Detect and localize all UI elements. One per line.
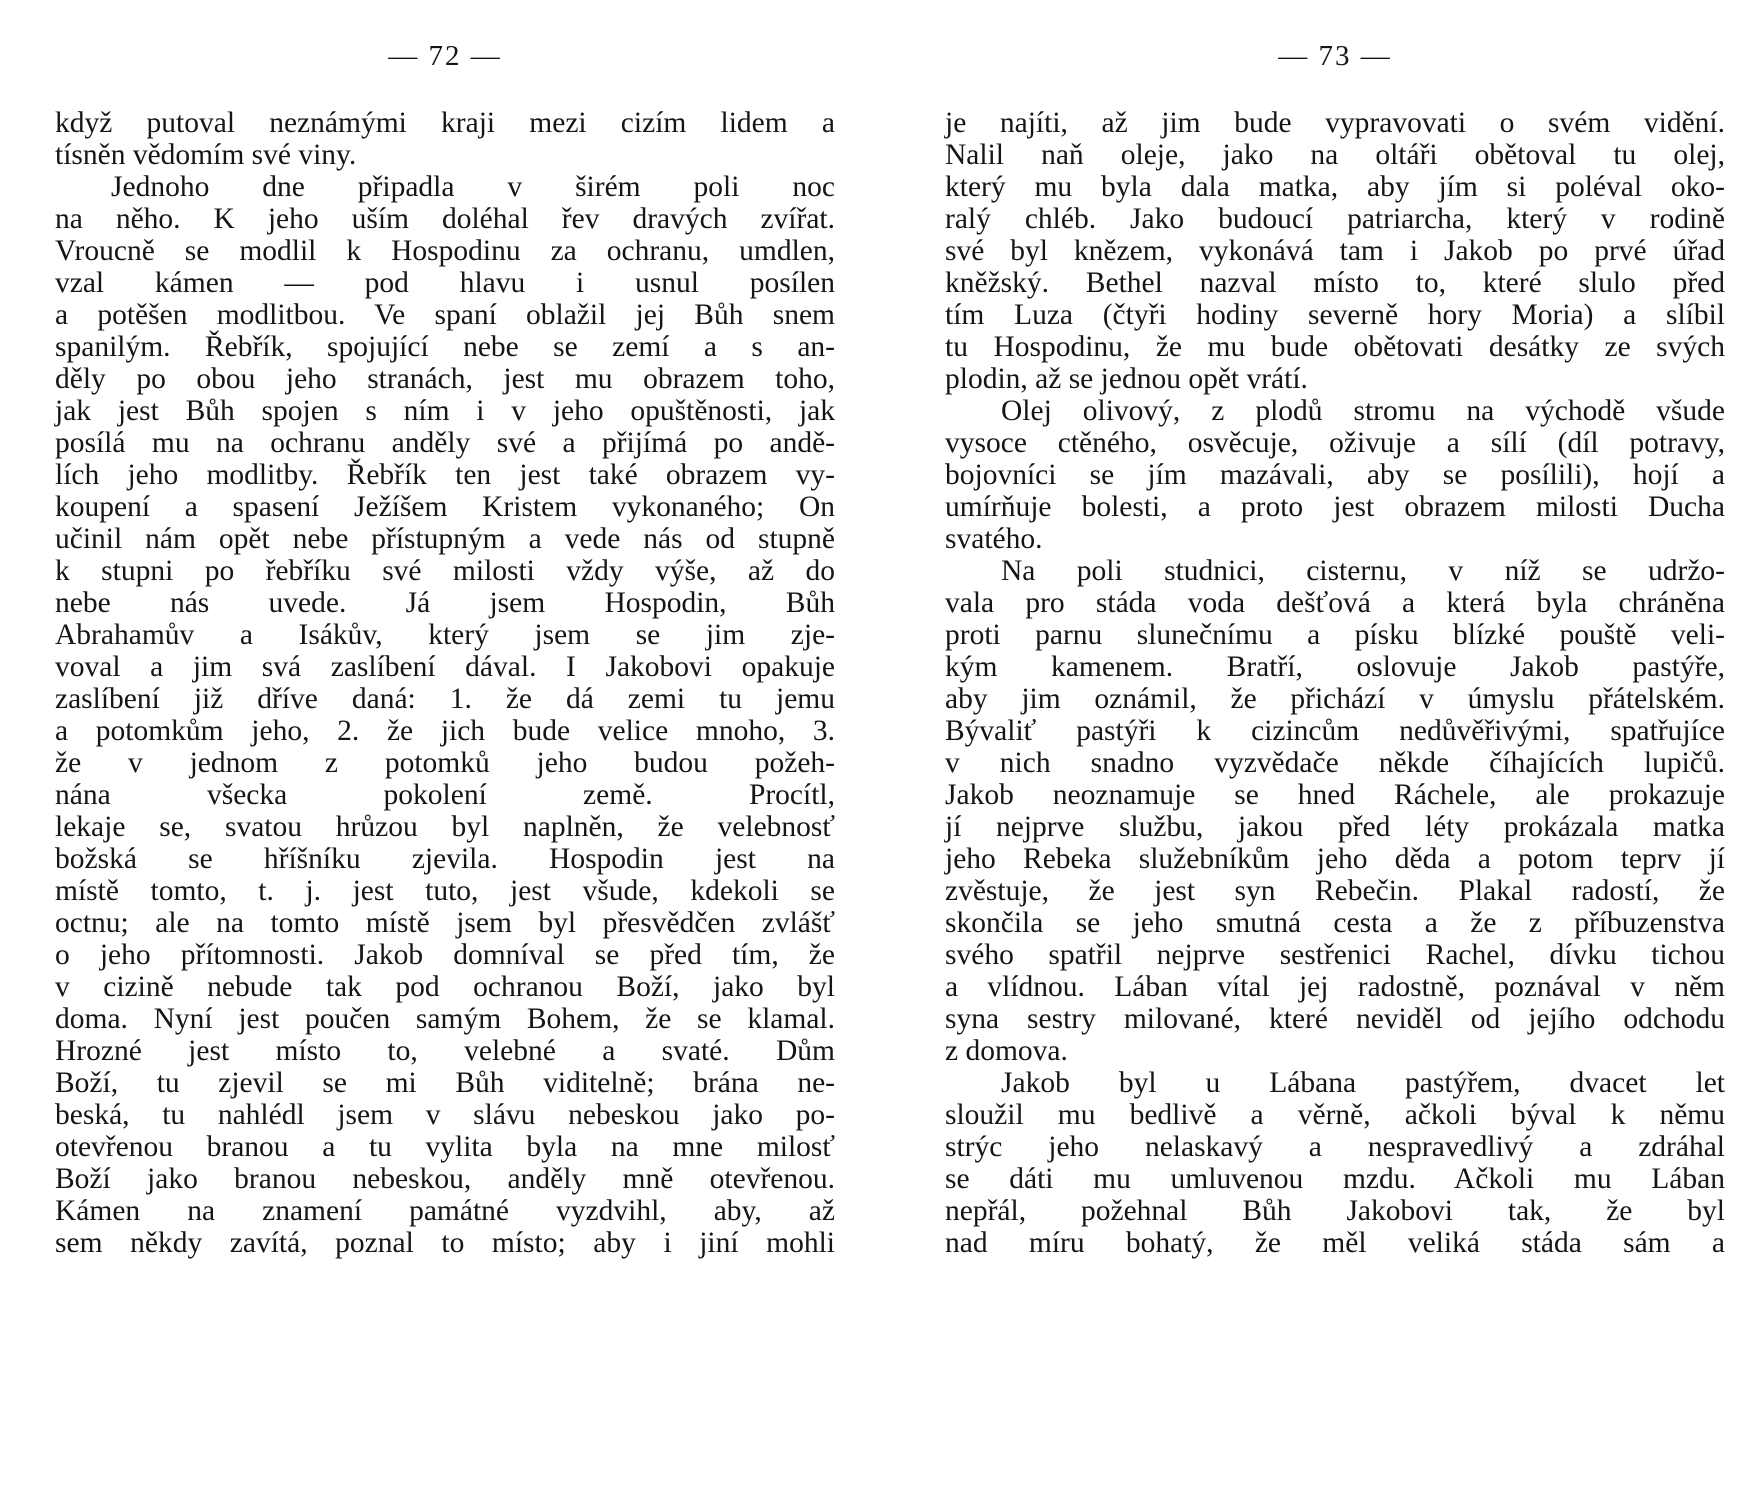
text-line: Hrozné jest místo to, velebné a svaté. Dům	[55, 1035, 835, 1067]
text-line: vzal kámen — pod hlavu i usnul posílen	[55, 267, 835, 299]
text-line: aby jim oznámil, že přichází v úmyslu přátelském.	[945, 683, 1725, 715]
text-line: proti parnu slunečnímu a písku blízké pouště veli-	[945, 619, 1725, 651]
text-line: strýc jeho nelaskavý a nespravedlivý a zdráhal	[945, 1131, 1725, 1163]
text-line: ralý chléb. Jako budoucí patriarcha, který v rodině	[945, 203, 1725, 235]
text-line: svého spatřil nejprve sestřenici Rachel, dívku tichou	[945, 939, 1725, 971]
text-line: Boží jako branou nebeskou, anděly mně otevřenou.	[55, 1163, 835, 1195]
left-page	[55, 0, 835, 1500]
left-page-number: — 72 —	[388, 40, 502, 72]
text-line: Abrahamův a Isákův, který jsem se jim zje-	[55, 619, 835, 651]
right-page-number: — 73 —	[1278, 40, 1392, 72]
text-line: jí nejprve službu, jakou před léty prokázala matka	[945, 811, 1725, 843]
text-line: zaslíbení již dříve daná: 1. že dá zemi tu jemu	[55, 683, 835, 715]
text-line: spanilým. Řebřík, spojující nebe se zemí a s an-	[55, 331, 835, 363]
text-line: Olej olivový, z plodů stromu na východě všude	[1001, 395, 1725, 427]
text-line: Jednoho dne připadla v širém poli noc	[111, 171, 835, 203]
text-line: voval a jim svá zaslíbení dával. I Jakobovi opakuje	[55, 651, 835, 683]
text-line: Jakob neoznamuje se hned Ráchele, ale prokazuje	[945, 779, 1725, 811]
text-line: tísněn vědomím své viny.	[55, 139, 357, 171]
text-line: v cizině nebude tak pod ochranou Boží, jako byl	[55, 971, 835, 1003]
text-line: zvěstuje, že jest syn Rebečin. Plakal radostí, že	[945, 875, 1725, 907]
text-line: plodin, až se jednou opět vrátí.	[945, 363, 1308, 395]
text-line: tu Hospodinu, že mu bude obětovati desátky ze svých	[945, 331, 1725, 363]
text-line: který mu byla dala matka, aby jím si poléval oko-	[945, 171, 1725, 203]
text-line: Bývaliť pastýři k cizincům nedůvěřivými, spatřujíce	[945, 715, 1725, 747]
text-line: a potěšen modlitbou. Ve spaní oblažil jej Bůh snem	[55, 299, 835, 331]
text-line: jak jest Bůh spojen s ním i v jeho opuštěnosti, jak	[55, 395, 835, 427]
text-line: kněžský. Bethel nazval místo to, které slulo před	[945, 267, 1725, 299]
text-line: nebe nás uvede. Já jsem Hospodin, Bůh	[55, 587, 835, 619]
text-line: své byl knězem, vykonává tam i Jakob po prvé úřad	[945, 235, 1725, 267]
text-line: doma. Nyní jest poučen samým Bohem, že se klamal.	[55, 1003, 835, 1035]
right-page	[945, 0, 1725, 1500]
text-line: se dáti mu umluvenou mzdu. Ačkoli mu Lában	[945, 1163, 1725, 1195]
text-line: a vlídnou. Lában vítal jej radostně, poznával v něm	[945, 971, 1725, 1003]
text-line: octnu; ale na tomto místě jsem byl přesvědčen zvlášť	[55, 907, 835, 939]
text-line: nepřál, požehnal Bůh Jakobovi tak, že byl	[945, 1195, 1725, 1227]
text-line: nána všecka pokolení země. Procítl,	[55, 779, 835, 811]
text-line: k stupni po řebříku své milosti vždy výše, až do	[55, 555, 835, 587]
text-line: o jeho přítomnosti. Jakob domníval se před tím, že	[55, 939, 835, 971]
text-line: Kámen na znamení památné vyzdvihl, aby, až	[55, 1195, 835, 1227]
text-line: sloužil mu bedlivě a věrně, ačkoli býval k němu	[945, 1099, 1725, 1131]
text-line: božská se hříšníku zjevila. Hospodin jest na	[55, 843, 835, 875]
text-line: tím Luza (čtyři hodiny severně hory Moria) a slíbil	[945, 299, 1725, 331]
text-line: Jakob byl u Lábana pastýřem, dvacet let	[1001, 1067, 1725, 1099]
text-line: lích jeho modlitby. Řebřík ten jest také obrazem vy-	[55, 459, 835, 491]
text-line: vala pro stáda voda dešťová a která byla chráněna	[945, 587, 1725, 619]
text-line: je najíti, až jim bude vypravovati o svém vidění.	[945, 107, 1725, 139]
text-line: syna sestry milované, které neviděl od jejího odchodu	[945, 1003, 1725, 1035]
text-line: umírňuje bolesti, a proto jest obrazem milosti Ducha	[945, 491, 1725, 523]
text-line: a potomkům jeho, 2. že jich bude velice mnoho, 3.	[55, 715, 835, 747]
text-line: nad míru bohatý, že měl veliká stáda sám a	[945, 1227, 1725, 1259]
text-line: na něho. K jeho uším doléhal řev dravých zvířat.	[55, 203, 835, 235]
text-line: Nalil naň oleje, jako na oltáři obětoval tu olej,	[945, 139, 1725, 171]
text-line: bojovníci se jím mazávali, aby se posílili), hojí a	[945, 459, 1725, 491]
text-line: otevřenou branou a tu vylita byla na mne milosť	[55, 1131, 835, 1163]
text-line: Vroucně se modlil k Hospodinu za ochranu, umdlen,	[55, 235, 835, 267]
text-line: svatého.	[945, 523, 1043, 555]
text-line: sem někdy zavítá, poznal to místo; aby i jiní mohli	[55, 1227, 835, 1259]
text-line: kým kamenem. Bratří, oslovuje Jakob pastýře,	[945, 651, 1725, 683]
text-line: z domova.	[945, 1035, 1068, 1067]
text-line: vysoce ctěného, osvěcuje, oživuje a sílí (díl potravy,	[945, 427, 1725, 459]
text-line: skončila se jeho smutná cesta a že z příbuzenstva	[945, 907, 1725, 939]
text-line: když putoval neznámými kraji mezi cizím lidem a	[55, 107, 835, 139]
text-line: Na poli studnici, cisternu, v níž se udržo-	[1001, 555, 1725, 587]
text-line: Boží, tu zjevil se mi Bůh viditelně; brána ne-	[55, 1067, 835, 1099]
text-line: lekaje se, svatou hrůzou byl naplněn, že velebnosť	[55, 811, 835, 843]
text-line: učinil nám opět nebe přístupným a vede nás od stupně	[55, 523, 835, 555]
text-line: posílá mu na ochranu anděly své a přijímá po andě-	[55, 427, 835, 459]
text-line: děly po obou jeho stranách, jest mu obrazem toho,	[55, 363, 835, 395]
text-line: beská, tu nahlédl jsem v slávu nebeskou jako po-	[55, 1099, 835, 1131]
text-line: jeho Rebeka služebníkům jeho děda a potom teprv jí	[945, 843, 1725, 875]
text-line: koupení a spasení Ježíšem Kristem vykonaného; On	[55, 491, 835, 523]
text-line: v nich snadno vyzvědače někde číhajících lupičů.	[945, 747, 1725, 779]
text-line: místě tomto, t. j. jest tuto, jest všude, kdekoli se	[55, 875, 835, 907]
text-line: že v jednom z potomků jeho budou požeh-	[55, 747, 835, 779]
